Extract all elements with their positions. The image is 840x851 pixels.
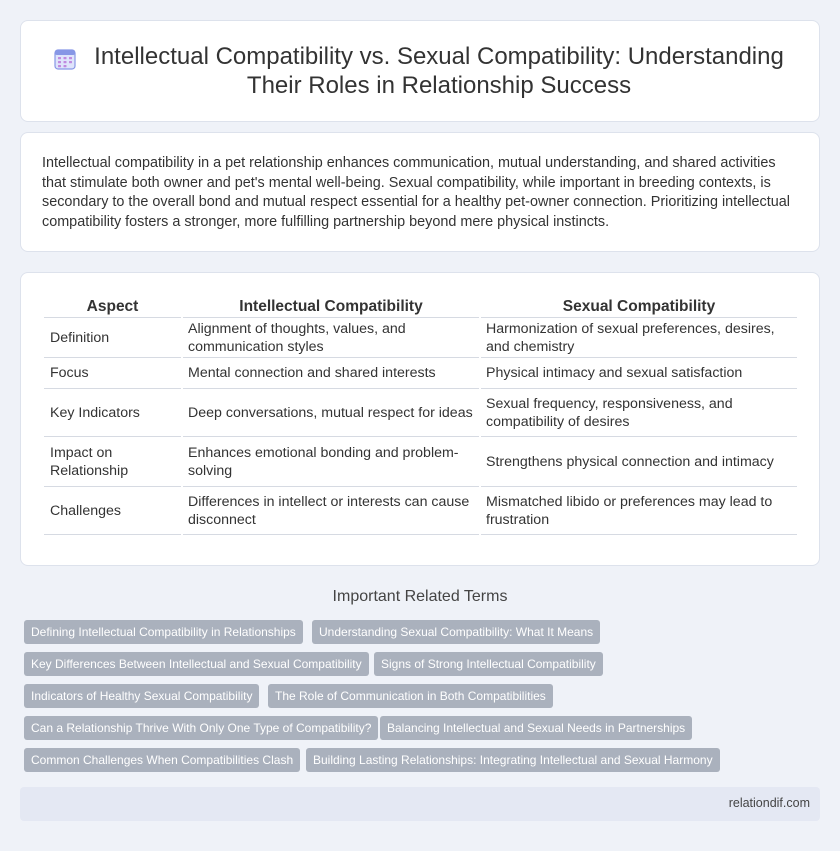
table-cell: Focus [44,358,181,389]
related-term-tag[interactable]: Can a Relationship Thrive With Only One Type of Compatibility? [24,716,378,740]
related-terms-title: Important Related Terms [332,588,508,605]
table-cell: Definition [44,318,181,358]
table-cell: Sexual frequency, responsiveness, and compatibility of desires [481,389,797,437]
related-term-tag[interactable]: Building Lasting Relationships: Integrating Intellectual and Sexual Harmony [306,748,720,772]
footer-site-link[interactable]: relationdif.com [728,796,810,810]
related-term-tag[interactable]: The Role of Communication in Both Compatibilities [268,684,553,708]
table-row [44,318,797,358]
table-row [44,358,797,389]
table-cell: Differences in intellect or interests can cause disconnect [183,487,479,535]
table-cell: Mental connection and shared interests [183,358,479,389]
related-term-tag[interactable]: Balancing Intellectual and Sexual Needs in Partnerships [380,716,692,740]
page-title: Intellectual Compatibility vs. Sexual Compatibility: Understanding Their Roles in Relationship Success [94,43,784,99]
table-cell: Challenges [44,487,181,535]
related-term-tag[interactable]: Common Challenges When Compatibilities Clash [24,748,300,772]
related-term-tag[interactable]: Understanding Sexual Compatibility: What It Means [312,620,600,644]
title-card [20,20,820,122]
footer [20,787,820,821]
comparison-table [42,296,799,535]
related-term-tag[interactable]: Defining Intellectual Compatibility in Relationships [24,620,303,644]
table-cell: Deep conversations, mutual respect for ideas [183,389,479,437]
intro-card [20,132,820,252]
related-term-tag[interactable]: Indicators of Healthy Sexual Compatibility [24,684,259,708]
table-cell: Mismatched libido or preferences may lead to frustration [481,487,797,535]
table-cell: Alignment of thoughts, values, and communication styles [183,318,479,358]
intro-paragraph: Intellectual compatibility in a pet relationship enhances communication, mutual understanding, and shared activities that stimulate both owner and pet's mental well-being. Sexual compatibility, while important in breeding contexts, is secondary to the overall bond and mutual respect essential for a healthy pet-owner connection. Prioritizing intellectual compatibility fosters a stronger, more fulfilling partnership beyond mere physical instincts. [42,155,790,230]
table-header-sexual: Sexual Compatibility [481,296,797,318]
table-header-aspect: Aspect [44,296,181,318]
table-cell: Enhances emotional bonding and problem-solving [183,437,479,487]
table-row [44,389,797,437]
table-cell: Key Indicators [44,389,181,437]
related-term-tag[interactable]: Key Differences Between Intellectual and Sexual Compatibility [24,652,369,676]
table-row [44,437,797,487]
table-cell: Physical intimacy and sexual satisfaction [481,358,797,389]
table-cell: Harmonization of sexual preferences, desires, and chemistry [481,318,797,358]
related-term-tag[interactable]: Signs of Strong Intellectual Compatibility [374,652,603,676]
table-row [44,487,797,535]
table-cell: Strengthens physical connection and intimacy [481,437,797,487]
table-cell: Impact on Relationship [44,437,181,487]
table-header-intellectual: Intellectual Compatibility [183,296,479,318]
comparison-card [20,272,820,566]
